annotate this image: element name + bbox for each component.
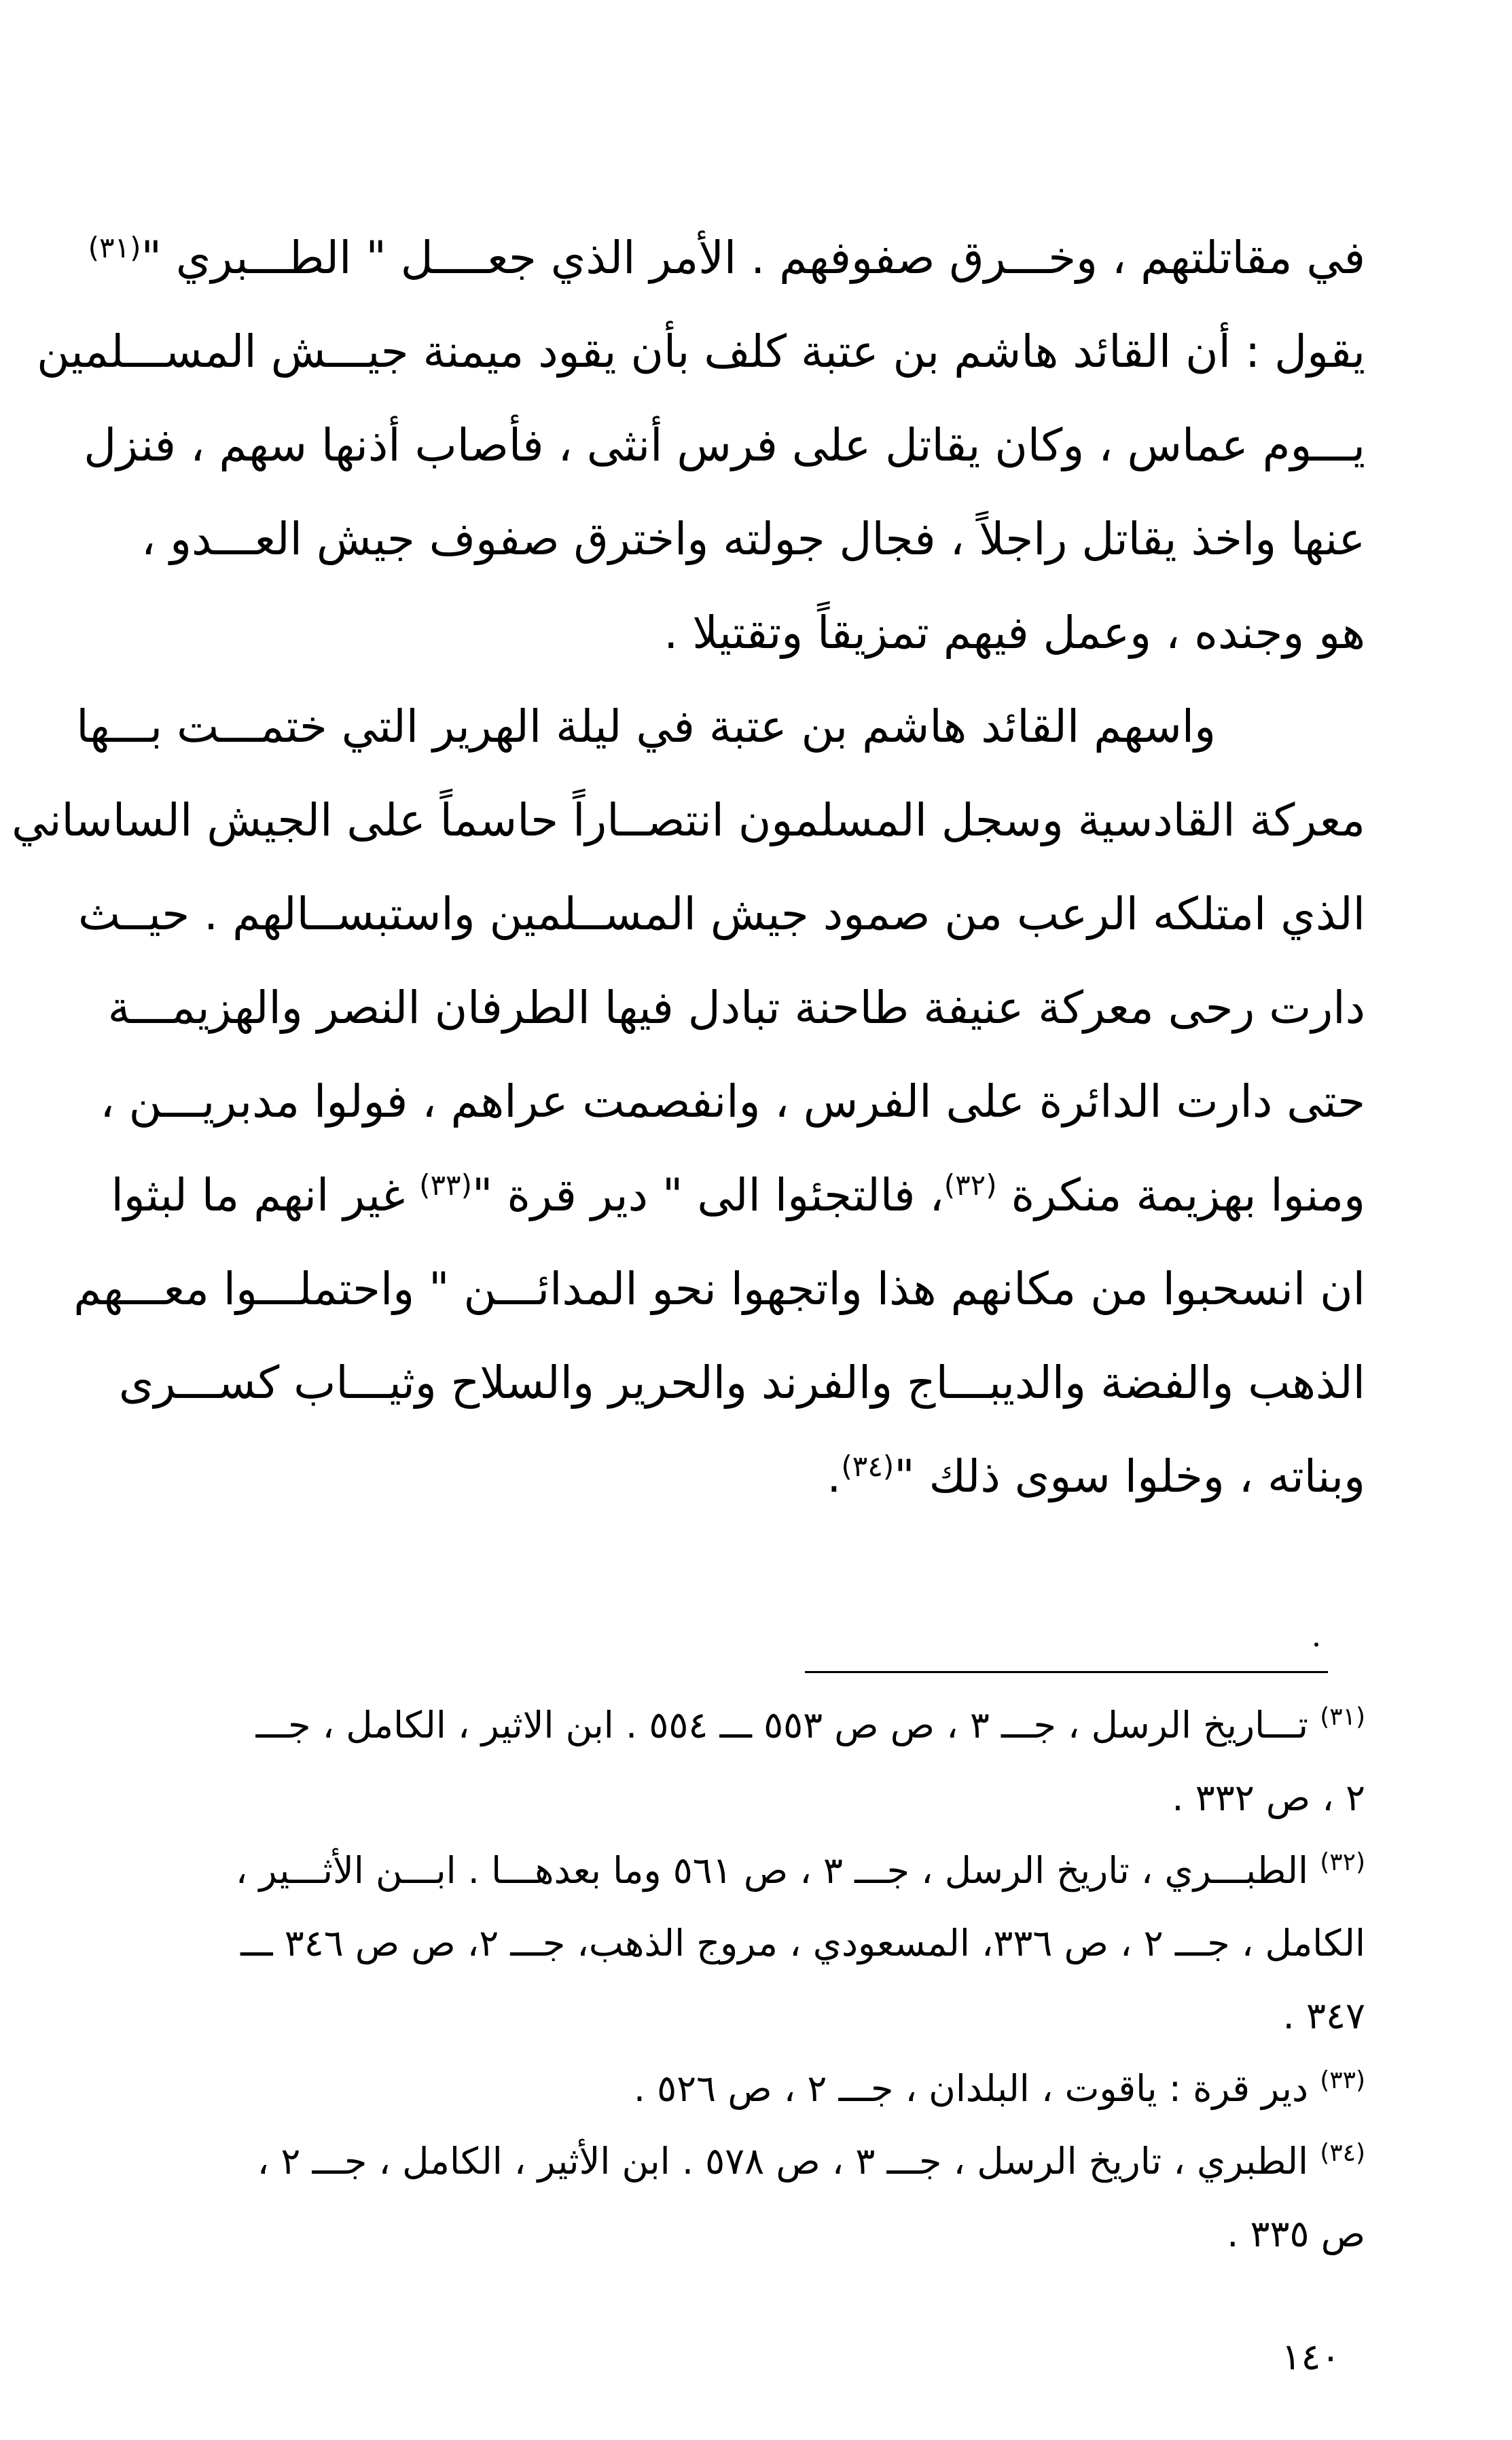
footnote-text: دير قرة : ياقوت ، البلدان ، جـــ ٢ ، ص ٥٢٦ . [633,2067,1309,2110]
footnote-text: ٢ ، ص ٣٣٢ . [1172,1776,1365,1819]
line-text: . [827,1450,842,1503]
footnote-ref: (٣١) [88,231,141,264]
footnote-line [170,2062,1365,2134]
footnote-text: ص ٣٣٥ . [1227,2212,1365,2255]
line-text: غير انهم ما لبثوا [111,1169,406,1221]
line-text: الذهب والفضة والديبـــاج والفرند والحرير والسلاح وثيـــاب كســـرى [118,1357,1365,1409]
footnotes [170,1698,1365,2280]
footnote-ref: (٣٣) [419,1168,473,1202]
line-text: واسهم القائد هاشم بن عتبة في ليلة الهرير التي ختمـــت بـــها [76,700,1216,753]
line-text: عنها واخذ يقاتل راجلاً ، فجال جولته واخترق صفوف جيش العـــدو ، [141,513,1365,565]
footnote-text: ٣٤٧ . [1282,1994,1365,2037]
footnote-ref: (٣٢) [943,1168,997,1202]
text-line [118,1349,1365,1443]
footnote-text: تـــاريخ الرسل ، جـــ ٣ ، ص ص ٥٥٣ ـــ ٥٥٤ . ابن الاثير ، الكامل ، جـــ [255,1704,1309,1746]
line-text: في مقاتلتهم ، وخـــرق صفوفهم . الأمر الذي جعــــل " الطـــبري " [141,232,1365,284]
footnote-marker: (٣٣) [1320,2066,1365,2094]
text-line [170,599,1365,693]
footnote-line [170,1844,1365,1916]
line-text: دارت رحى معركة عنيفة طاحنة تبادل فيها الطرفان النصر والهزيمـــة [107,982,1365,1034]
main-text [12,224,1365,1537]
footnote-text: الكامل ، جـــ ٢ ، ص ٣٣٦، المسعودي ، مروج الذهب، جـــ ٢، ص ص ٣٤٦ ـــ [240,1922,1365,1964]
text-line [78,880,1365,974]
footnote-line [170,2134,1365,2207]
text-line [111,1162,1365,1255]
line-text: حتى دارت الدائرة على الفرس ، وانفصمت عراهم ، فولوا مدبريـــن ، [100,1075,1365,1128]
text-line [88,224,1365,318]
text-line [76,693,1365,787]
text-line [170,1443,1365,1537]
page-number: ١٤٠ [1281,2335,1341,2378]
footnote-line [170,2207,1365,2280]
text-line [141,505,1365,599]
text-line [12,787,1365,880]
line-text: ان انسحبوا من مكانهم هذا واتجهوا نحو المدائـــن " واحتملـــوا معـــهم [73,1263,1365,1315]
text-line [100,1068,1365,1162]
footnote-line [170,1916,1365,1989]
line-text: ، فالتجئوا الى " دير قرة " [472,1169,944,1221]
footnote-ref: (٣٤) [841,1450,895,1483]
footnote-line [170,1698,1365,1771]
footnote-line [170,1771,1365,1844]
text-line [37,318,1365,412]
footnote-marker: (٣٤) [1320,2139,1365,2167]
footnote-marker: (٣١) [1320,1703,1365,1731]
line-text: معركة القادسية وسجل المسلمون انتصــاراً حاسماً على الجيش الساساني [12,794,1365,846]
text-line [84,412,1365,505]
footnote-line [170,1989,1365,2062]
footnote-separator [805,1671,1328,1673]
text-line [73,1255,1365,1349]
line-text: وبناته ، وخلوا سوى ذلك " [894,1450,1365,1503]
line-text: يقول : أن القائد هاشم بن عتبة كلف بأن يقود ميمنة جيـــش المســـلمين [37,325,1365,378]
line-text: يـــوم عماس ، وكان يقاتل على فرس أنثى ، فأصاب أذنها سهم ، فنزل [84,419,1365,471]
line-text: هو وجنده ، وعمل فيهم تمزيقاً وتقتيلا . [664,607,1365,659]
text-line [107,974,1365,1068]
footnote-text: الطبري ، تاريخ الرسل ، جـــ ٣ ، ص ٥٧٨ . ابن الأثير ، الكامل ، جـــ ٢ ، [257,2140,1309,2183]
line-text: ومنوا بهزيمة منكرة [1011,1169,1365,1221]
rule-dot [1314,1643,1318,1647]
line-text: الذي امتلكه الرعب من صمود جيش المســلمين واستبســالهم . حيــث [78,888,1365,940]
footnote-text: الطبـــري ، تاريخ الرسل ، جـــ ٣ ، ص ٥٦١ وما بعدهـــا . ابـــن الأثـــير ، [235,1849,1309,1892]
footnote-marker: (٣٢) [1320,1848,1365,1876]
